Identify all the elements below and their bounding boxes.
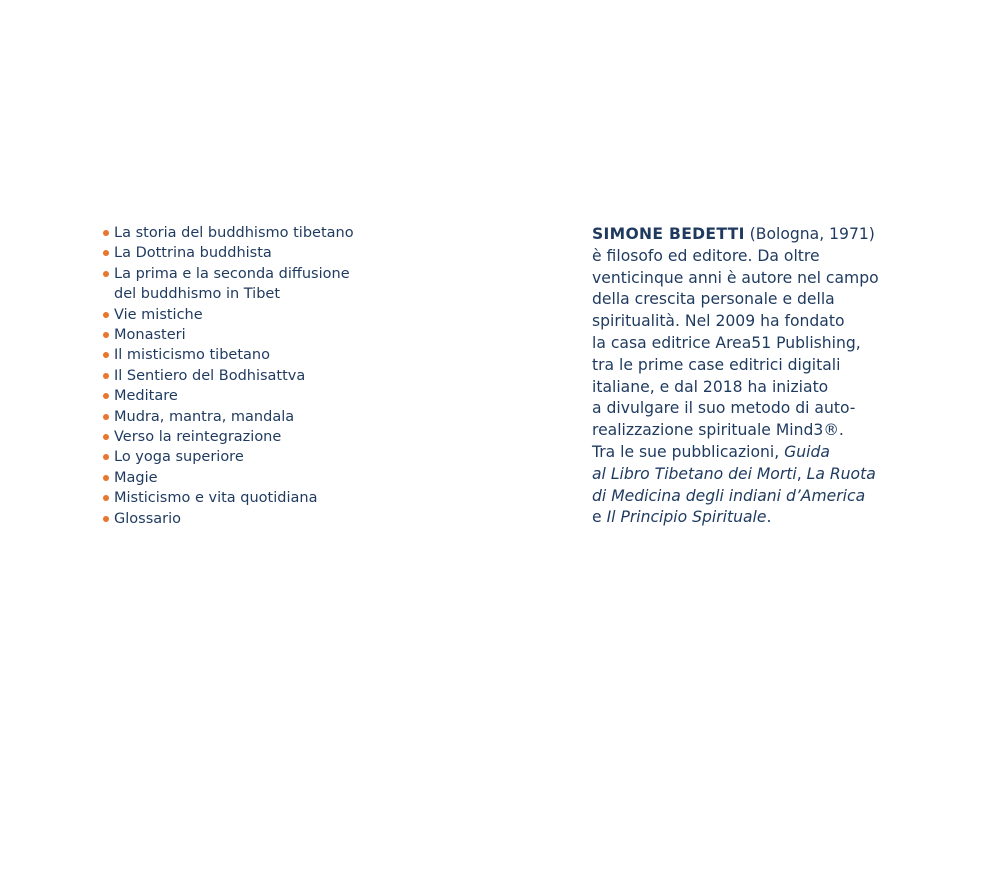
- bio-text: Tra le sue pubblicazioni,: [592, 442, 785, 461]
- bio-line: [592, 442, 922, 464]
- toc-item-text-continued: del buddhismo in Tibet: [114, 286, 281, 303]
- book-title: al Libro Tibetano dei Morti: [592, 464, 797, 483]
- author-birth: (Bologna, 1971): [744, 225, 875, 243]
- toc-item-text: Lo yoga superiore: [114, 449, 244, 466]
- bio-line: italiane, e dal 2018 ha iniziato: [592, 377, 829, 396]
- toc-item-text: Il misticismo tibetano: [114, 347, 270, 364]
- bio-line: [592, 486, 922, 508]
- bio-line: venticinque anni è autore nel campo: [592, 268, 879, 287]
- book-title: Guida: [784, 442, 830, 461]
- toc-item: [103, 345, 423, 365]
- toc-item-text: Glossario: [114, 510, 181, 527]
- toc-item: [103, 366, 423, 386]
- toc-item: [103, 264, 423, 305]
- toc-item: [103, 468, 423, 488]
- toc-item-text: Misticismo e vita quotidiana: [114, 490, 318, 507]
- toc-item-text: Il Sentiero del Bodhisattva: [114, 367, 306, 384]
- book-title: di Medicina degli indiani d’America: [592, 486, 866, 505]
- toc-item: [103, 325, 423, 345]
- bio-line: è filosofo ed editore. Da oltre: [592, 246, 820, 265]
- bio-line: tra le prime case editrici digitali: [592, 355, 841, 374]
- bio-line: realizzazione spirituale Mind3®.: [592, 421, 844, 440]
- bio-text: e: [592, 508, 607, 527]
- toc-item: [103, 407, 423, 427]
- bio-line: della crescita personale e della: [592, 290, 835, 309]
- toc-item-text: La storia del buddhismo tibetano: [114, 225, 354, 241]
- toc-item-text: Magie: [114, 469, 158, 486]
- author-bio: [592, 224, 922, 529]
- bio-text: .: [766, 508, 772, 527]
- bio-line: spiritualità. Nel 2009 ha fondato: [592, 312, 845, 331]
- bio-line: [592, 224, 922, 246]
- bio-line: a divulgare il suo metodo di auto-: [592, 399, 856, 418]
- toc-item-text: Mudra, mantra, mandala: [114, 408, 295, 425]
- toc-item: [103, 305, 423, 325]
- bio-line: [592, 507, 922, 529]
- toc-item: [103, 243, 423, 263]
- bio-line: la casa editrice Area51 Publishing,: [592, 333, 861, 352]
- toc-item: [103, 427, 423, 447]
- author-name: SIMONE BEDETTI: [592, 225, 745, 243]
- bio-line: [592, 464, 922, 486]
- toc-item-text: Vie mistiche: [114, 306, 203, 323]
- toc-item: [103, 509, 423, 529]
- toc-item: [103, 488, 423, 508]
- toc-item-text: Verso la reintegrazione: [114, 429, 282, 446]
- toc-item-text: La prima e la seconda diffusione: [114, 265, 350, 282]
- bio-text: ,: [796, 464, 807, 483]
- toc-item-text: Meditare: [114, 388, 178, 405]
- book-title: La Ruota: [806, 464, 876, 483]
- toc-item: [103, 386, 423, 406]
- table-of-contents: [103, 223, 423, 529]
- toc-item-text: La Dottrina buddhista: [114, 245, 272, 262]
- toc-item-text: Monasteri: [114, 327, 186, 344]
- toc-item: [103, 447, 423, 467]
- book-title: Il Principio Spirituale: [606, 508, 767, 527]
- toc-item: [103, 223, 423, 243]
